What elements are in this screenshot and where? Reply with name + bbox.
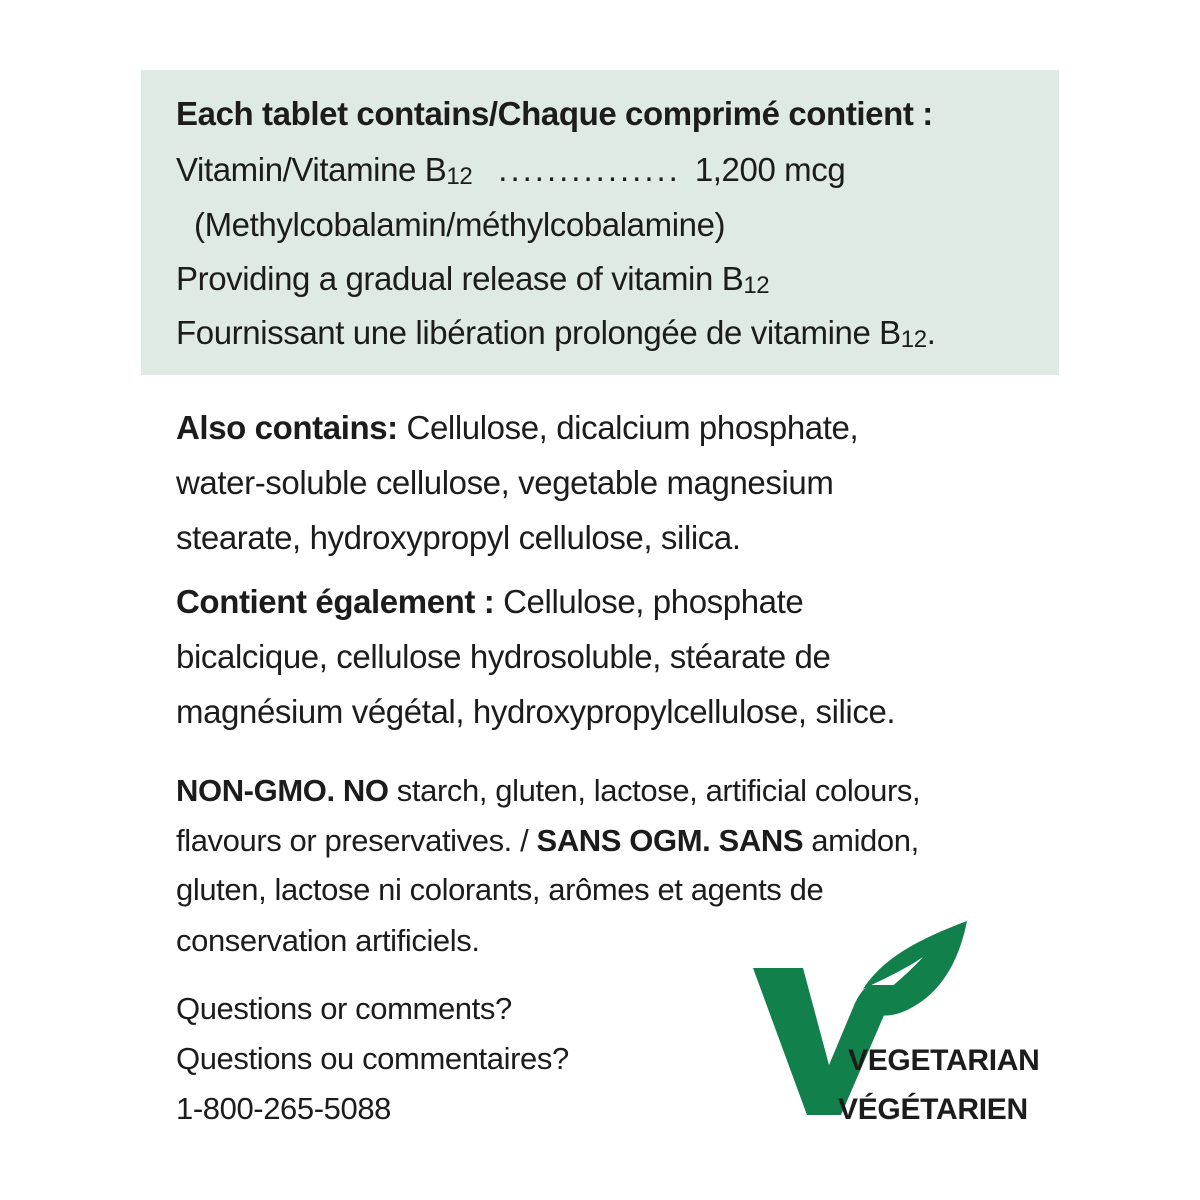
also-contains-text-1: Cellulose, dicalcium phosphate, xyxy=(397,409,859,446)
vitamin-form: (Methylcobalamin/méthylcobalamine) xyxy=(194,206,726,243)
contient-line-2: bicalcique, cellulose hydrosoluble, stéarate de xyxy=(176,638,831,675)
also-contains-line-3: stearate, hydroxypropyl cellulose, silica. xyxy=(176,519,741,556)
contact-phone[interactable]: 1-800-265-5088 xyxy=(176,1091,392,1126)
contact-question-en: Questions or comments? xyxy=(176,991,512,1026)
vegetarian-label-fr: VÉGÉTARIEN xyxy=(838,1093,1028,1126)
non-gmo-label: NON-GMO. NO xyxy=(176,773,389,808)
also-contains-label: Also contains: xyxy=(176,409,398,446)
ingredients-heading: Each tablet contains/Chaque comprimé contient : xyxy=(176,95,933,132)
free-from-line-3: gluten, lactose ni colorants, arômes et agents de xyxy=(176,872,824,907)
sans-ogm-label: SANS OGM. SANS xyxy=(536,823,804,858)
vitamin-b12-row xyxy=(176,150,845,194)
release-en-subscript: 12 xyxy=(743,272,770,299)
free-from-line-1 xyxy=(176,772,920,810)
vegetarian-label-en: VEGETARIAN xyxy=(848,1044,1040,1077)
release-fr-text: Fournissant une libération prolongée de vitamine B xyxy=(176,314,901,351)
free-from-text-1: starch, gluten, lactose, artificial colours, xyxy=(388,773,921,808)
contient-line-1 xyxy=(176,582,803,622)
free-from-text-2b: amidon, xyxy=(803,823,919,858)
contact-question-fr: Questions ou commentaires? xyxy=(176,1041,569,1076)
vitamin-leader-dots: ............... xyxy=(498,151,681,188)
free-from-line-4: conservation artificiels. xyxy=(176,923,480,958)
release-english xyxy=(176,259,769,303)
free-from-line-2 xyxy=(176,822,919,860)
release-en-text: Providing a gradual release of vitamin B xyxy=(176,260,744,297)
release-fr-subscript: 12 xyxy=(900,326,927,353)
free-from-text-2a: flavours or preservatives. / xyxy=(176,823,537,858)
also-contains-line-2: water-soluble cellulose, vegetable magnesium xyxy=(176,464,834,501)
vitamin-label: Vitamin/Vitamine B xyxy=(176,151,447,188)
release-french xyxy=(176,313,935,357)
vitamin-subscript: 12 xyxy=(446,163,473,190)
contient-label: Contient également : xyxy=(176,583,495,620)
vitamin-dose: 1,200 mcg xyxy=(694,151,846,188)
release-fr-period: . xyxy=(926,314,936,351)
contient-line-3: magnésium végétal, hydroxypropylcellulose, silice. xyxy=(176,693,896,730)
also-contains-line-1 xyxy=(176,408,858,448)
contient-text-1: Cellulose, phosphate xyxy=(494,583,804,620)
